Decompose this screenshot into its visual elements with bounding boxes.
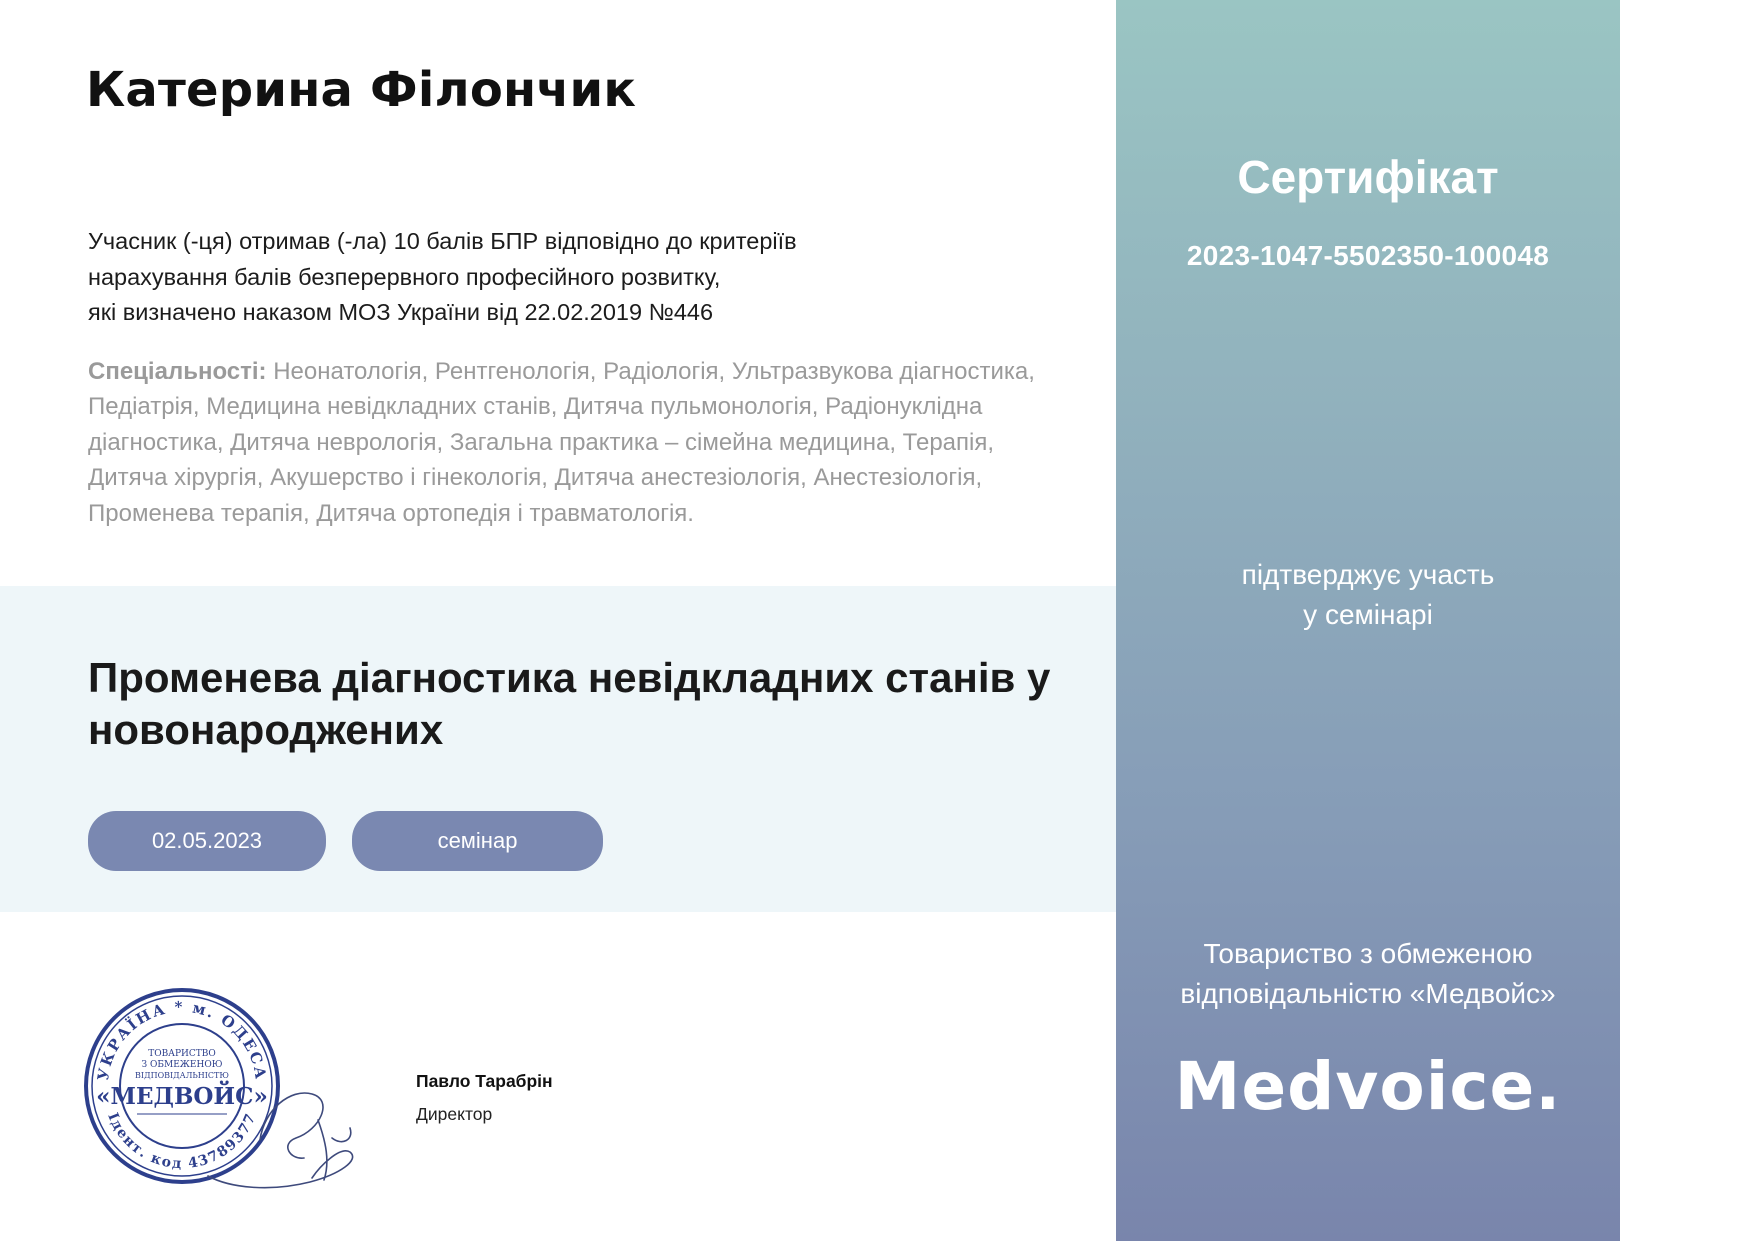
course-title: Променева діагностика невідкладних станів у новонароджених xyxy=(88,654,1051,753)
confirmation-line-1: підтверджує участь xyxy=(1241,559,1495,590)
stamp-company-name: «МЕДВОЙС» xyxy=(96,1083,268,1110)
course-date-badge: 02.05.2023 xyxy=(88,811,326,871)
bpr-text-line-2: нарахування балів безперервного професійного розвитку, xyxy=(88,263,721,290)
signer-role: Директор xyxy=(416,1104,493,1124)
director-signature xyxy=(200,1080,370,1195)
confirmation-text xyxy=(1116,555,1620,635)
bpr-points-statement xyxy=(88,224,1048,331)
recipient-name: Катерина Філончик xyxy=(86,62,637,118)
certificate-side-panel xyxy=(1116,0,1620,1241)
certificate-title: Сертифікат xyxy=(1237,151,1499,203)
organization-line-1: Товариство з обмеженою xyxy=(1203,938,1533,969)
stamp-line-1: ТОВАРИСТВО xyxy=(148,1049,216,1059)
course-type-badge: семінар xyxy=(352,811,603,871)
organization-name xyxy=(1116,934,1620,1014)
stamp-ring-top-text: УКРАЇНА * м. ОДЕСА xyxy=(93,997,271,1082)
specialties-label: Спеціальності: xyxy=(88,358,267,385)
stamp-ring-bottom-text: Ідент. код 43789377 xyxy=(104,1110,260,1173)
stamp-line-3: ВІДПОВІДАЛЬНІСТЮ xyxy=(135,1071,229,1080)
organization-line-2: відповідальністю «Медвойс» xyxy=(1180,978,1556,1009)
certificate-number: 2023-1047-5502350-100048 xyxy=(1186,240,1550,271)
confirmation-line-2: у семінарі xyxy=(1303,599,1433,630)
stamp-line-2: З ОБМЕЖЕНОЮ xyxy=(141,1060,223,1070)
bpr-text-line-3: які визначено наказом МОЗ України від 22.02.2019 №446 xyxy=(88,299,714,325)
specialties-list: Неонатологія, Рентгенологія, Радіологія, Ультразвукова діагностика, Педіатрія, Медицина невідкладних станів, Дитяча пульмонологія, Радіонуклідна діагностика, Дитяча неврологія, Загальна практика – сімейна медицина, Терапія, Дитяча хірургія, Акушерство і гінекологія, Дитяча анестезіологія, Анестезіологія, Променева терапія, Дитяча ортопедія і травматологія. xyxy=(88,358,1035,527)
signer-name: Павло Тарабрін xyxy=(416,1071,553,1091)
specialties-paragraph xyxy=(88,354,1048,531)
medvoice-logo: Medvoice. xyxy=(1174,1048,1562,1125)
bpr-text-line-1: Учасник (-ця) отримав (-ла) 10 балів БПР відповідно до критеріїв xyxy=(88,228,797,254)
